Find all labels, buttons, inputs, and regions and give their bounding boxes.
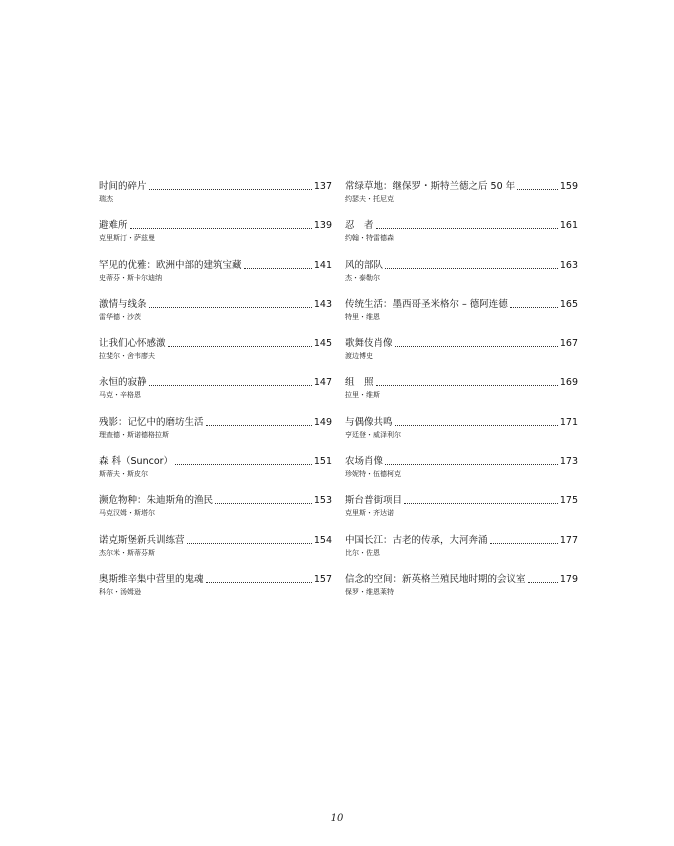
toc-entry[interactable] — [345, 455, 578, 494]
dot-leader — [149, 189, 312, 190]
toc-entry[interactable] — [345, 416, 578, 455]
toc-entry-page: 161 — [559, 220, 578, 232]
toc-entry-row — [99, 180, 332, 193]
dot-leader — [206, 425, 312, 426]
toc-entry[interactable] — [99, 337, 332, 376]
toc-entry-author: 克里斯汀・萨兹曼 — [99, 234, 155, 243]
dot-leader — [215, 503, 312, 504]
toc-entry[interactable] — [345, 219, 578, 258]
toc-entry-row — [345, 494, 578, 507]
toc-entry-page: 179 — [559, 573, 578, 585]
toc-entry[interactable] — [99, 376, 332, 415]
toc-entry-author: 保罗・维恩莱特 — [345, 587, 394, 596]
toc-entry[interactable] — [99, 416, 332, 455]
toc-entry-author: 杰尔米・斯蒂芬斯 — [99, 548, 155, 557]
dot-leader — [395, 425, 558, 426]
dot-leader — [175, 464, 312, 465]
toc-entry-page: 175 — [559, 495, 578, 507]
toc-entry-row — [345, 534, 578, 547]
toc-entry-author: 科尔・汤姆逊 — [99, 587, 141, 596]
dot-leader — [149, 385, 312, 386]
toc-entry-author: 克里斯・齐达诺 — [345, 509, 394, 518]
toc-entry-page: 171 — [559, 416, 578, 428]
toc-entry-author: 史蒂芬・斯卡尔迪纳 — [99, 273, 162, 282]
toc-entry-page: 163 — [559, 259, 578, 271]
toc-entry[interactable] — [99, 219, 332, 258]
toc-entry-title: 歌舞伎肖像 — [345, 338, 393, 350]
toc-entry-page: 147 — [313, 377, 332, 389]
toc-entry-page: 177 — [559, 534, 578, 546]
dot-leader — [130, 228, 312, 229]
toc-entry-page: 154 — [313, 534, 332, 546]
toc-entry[interactable] — [99, 298, 332, 337]
toc-entry-row — [345, 259, 578, 272]
toc-entry[interactable] — [345, 376, 578, 415]
toc-entry-title: 濒危物种：朱迪斯角的渔民 — [99, 495, 214, 507]
toc-entry[interactable] — [345, 573, 578, 612]
toc-entry-title: 传统生活：墨西哥圣米格尔 – 德阿连德 — [345, 298, 508, 310]
dot-leader — [168, 346, 312, 347]
dot-leader — [244, 268, 312, 269]
toc-entry-page: 157 — [313, 573, 332, 585]
dot-leader — [517, 189, 558, 190]
toc-entry[interactable] — [99, 494, 332, 533]
toc-entry[interactable] — [99, 259, 332, 298]
toc-entry-row — [99, 573, 332, 586]
dot-leader — [385, 464, 558, 465]
toc-entry[interactable] — [345, 259, 578, 298]
toc-entry-title: 农场肖像 — [345, 456, 384, 468]
toc-entry-row — [99, 298, 332, 311]
toc-entry[interactable] — [99, 534, 332, 573]
toc-entry-page: 153 — [313, 495, 332, 507]
toc-entry-row — [345, 416, 578, 429]
toc-entry-row — [99, 455, 332, 468]
toc-entry-author: 比尔・佐恩 — [345, 548, 380, 557]
toc-entry-row — [99, 376, 332, 389]
dot-leader — [187, 543, 312, 544]
toc-entry-title: 让我们心怀感激 — [99, 338, 166, 350]
toc-entry-title: 奥斯维辛集中营里的鬼魂 — [99, 573, 204, 585]
toc-entry-title: 诺克斯堡新兵训练营 — [99, 534, 185, 546]
toc-entry-row — [99, 494, 332, 507]
toc-entry[interactable] — [345, 494, 578, 533]
toc-entry-page: 173 — [559, 456, 578, 468]
toc-entry-page: 165 — [559, 298, 578, 310]
dot-leader — [149, 307, 312, 308]
toc-entry-page: 141 — [313, 259, 332, 271]
dot-leader — [528, 582, 558, 583]
toc-entry-row — [99, 259, 332, 272]
toc-entry-title: 残影：记忆中的磨坊生活 — [99, 416, 204, 428]
toc-entry-author: 亨廷登・威泽利尔 — [345, 430, 401, 439]
dot-leader — [404, 503, 558, 504]
toc-entry-page: 137 — [313, 181, 332, 192]
toc-entry-author: 渡边博史 — [345, 352, 373, 361]
toc-entry-row — [345, 180, 578, 193]
toc-entry-author: 马克汉姆・斯塔尔 — [99, 509, 155, 518]
toc-entry-row — [99, 219, 332, 232]
toc-entry-title: 风的部队 — [345, 259, 384, 271]
toc-entry-title: 信念的空间：新英格兰殖民地时期的会议室 — [345, 573, 526, 585]
toc-entry[interactable] — [99, 573, 332, 612]
toc-entry-row — [99, 416, 332, 429]
toc-entry-author: 珍妮特・伍德柯克 — [345, 470, 401, 479]
toc-entry-page: 151 — [313, 456, 332, 468]
toc-left-column — [99, 180, 332, 612]
toc-entry-title: 与偶像共鸣 — [345, 416, 393, 428]
toc-entry-title: 避难所 — [99, 220, 128, 232]
dot-leader — [395, 346, 558, 347]
dot-leader — [510, 307, 558, 308]
toc-entry-row — [345, 298, 578, 311]
toc-entry-title: 罕见的优雅：欧洲中部的建筑宝藏 — [99, 259, 242, 271]
toc-entry-row — [345, 455, 578, 468]
toc-entry[interactable] — [345, 534, 578, 573]
toc-entry-page: 159 — [559, 181, 578, 192]
toc-entry[interactable] — [345, 180, 578, 219]
toc-entry-author: 雷华德・沙茨 — [99, 312, 141, 321]
dot-leader — [385, 268, 558, 269]
toc-entry[interactable] — [99, 455, 332, 494]
toc-entry-page: 149 — [313, 416, 332, 428]
toc-entry-row — [345, 573, 578, 586]
toc-entry[interactable] — [345, 298, 578, 337]
toc-entry-author: 特里・维恩 — [345, 312, 380, 321]
toc-entry-author: 斯蒂夫・斯皮尔 — [99, 470, 148, 479]
dot-leader — [376, 228, 558, 229]
toc-entry-title: 常绿草地：继保罗・斯特兰德之后 50 年 — [345, 181, 516, 192]
toc-entry-title: 中国长江：古老的传承，大河奔涌 — [345, 534, 488, 546]
toc-entry-title: 组 照 — [345, 377, 374, 389]
toc-entry-title: 永恒的寂静 — [99, 377, 147, 389]
toc-entry[interactable] — [345, 337, 578, 376]
dot-leader — [376, 385, 558, 386]
toc-entry-row — [345, 219, 578, 232]
toc-entry-page: 169 — [559, 377, 578, 389]
toc-entry-author: 瑞杰 — [99, 195, 113, 203]
toc-entry-row — [345, 376, 578, 389]
toc-entry-author: 杰・泰勒尔 — [345, 273, 380, 282]
toc-right-column — [345, 180, 578, 612]
toc-entry-author: 理查德・斯诺德格拉斯 — [99, 430, 169, 439]
toc-entry[interactable] — [99, 180, 332, 219]
toc-entry-title: 忍 者 — [345, 220, 374, 232]
dot-leader — [490, 543, 558, 544]
toc-entry-author: 拉里・维斯 — [345, 391, 380, 400]
toc-entry-page: 145 — [313, 338, 332, 350]
toc-entry-author: 马克・辛格恩 — [99, 391, 141, 400]
toc-entry-row — [99, 534, 332, 547]
toc-entry-author: 约翰・特雷德森 — [345, 234, 394, 243]
toc-entry-title: 斯台普街项目 — [345, 495, 403, 507]
page-number: 10 — [330, 813, 344, 824]
toc-entry-page: 139 — [313, 220, 332, 232]
toc-entry-row — [345, 337, 578, 350]
toc-entry-author: 约瑟夫・托尼克 — [345, 195, 394, 203]
toc-entry-title: 激情与线条 — [99, 298, 147, 310]
toc-entry-page: 143 — [313, 298, 332, 310]
toc-entry-title: 森 科（Suncor） — [99, 456, 174, 468]
toc-entry-author: 拉斐尔・舍韦廖夫 — [99, 352, 155, 361]
toc-entry-title: 时间的碎片 — [99, 181, 147, 192]
dot-leader — [206, 582, 312, 583]
toc-entry-page: 167 — [559, 338, 578, 350]
toc-entry-row — [99, 337, 332, 350]
